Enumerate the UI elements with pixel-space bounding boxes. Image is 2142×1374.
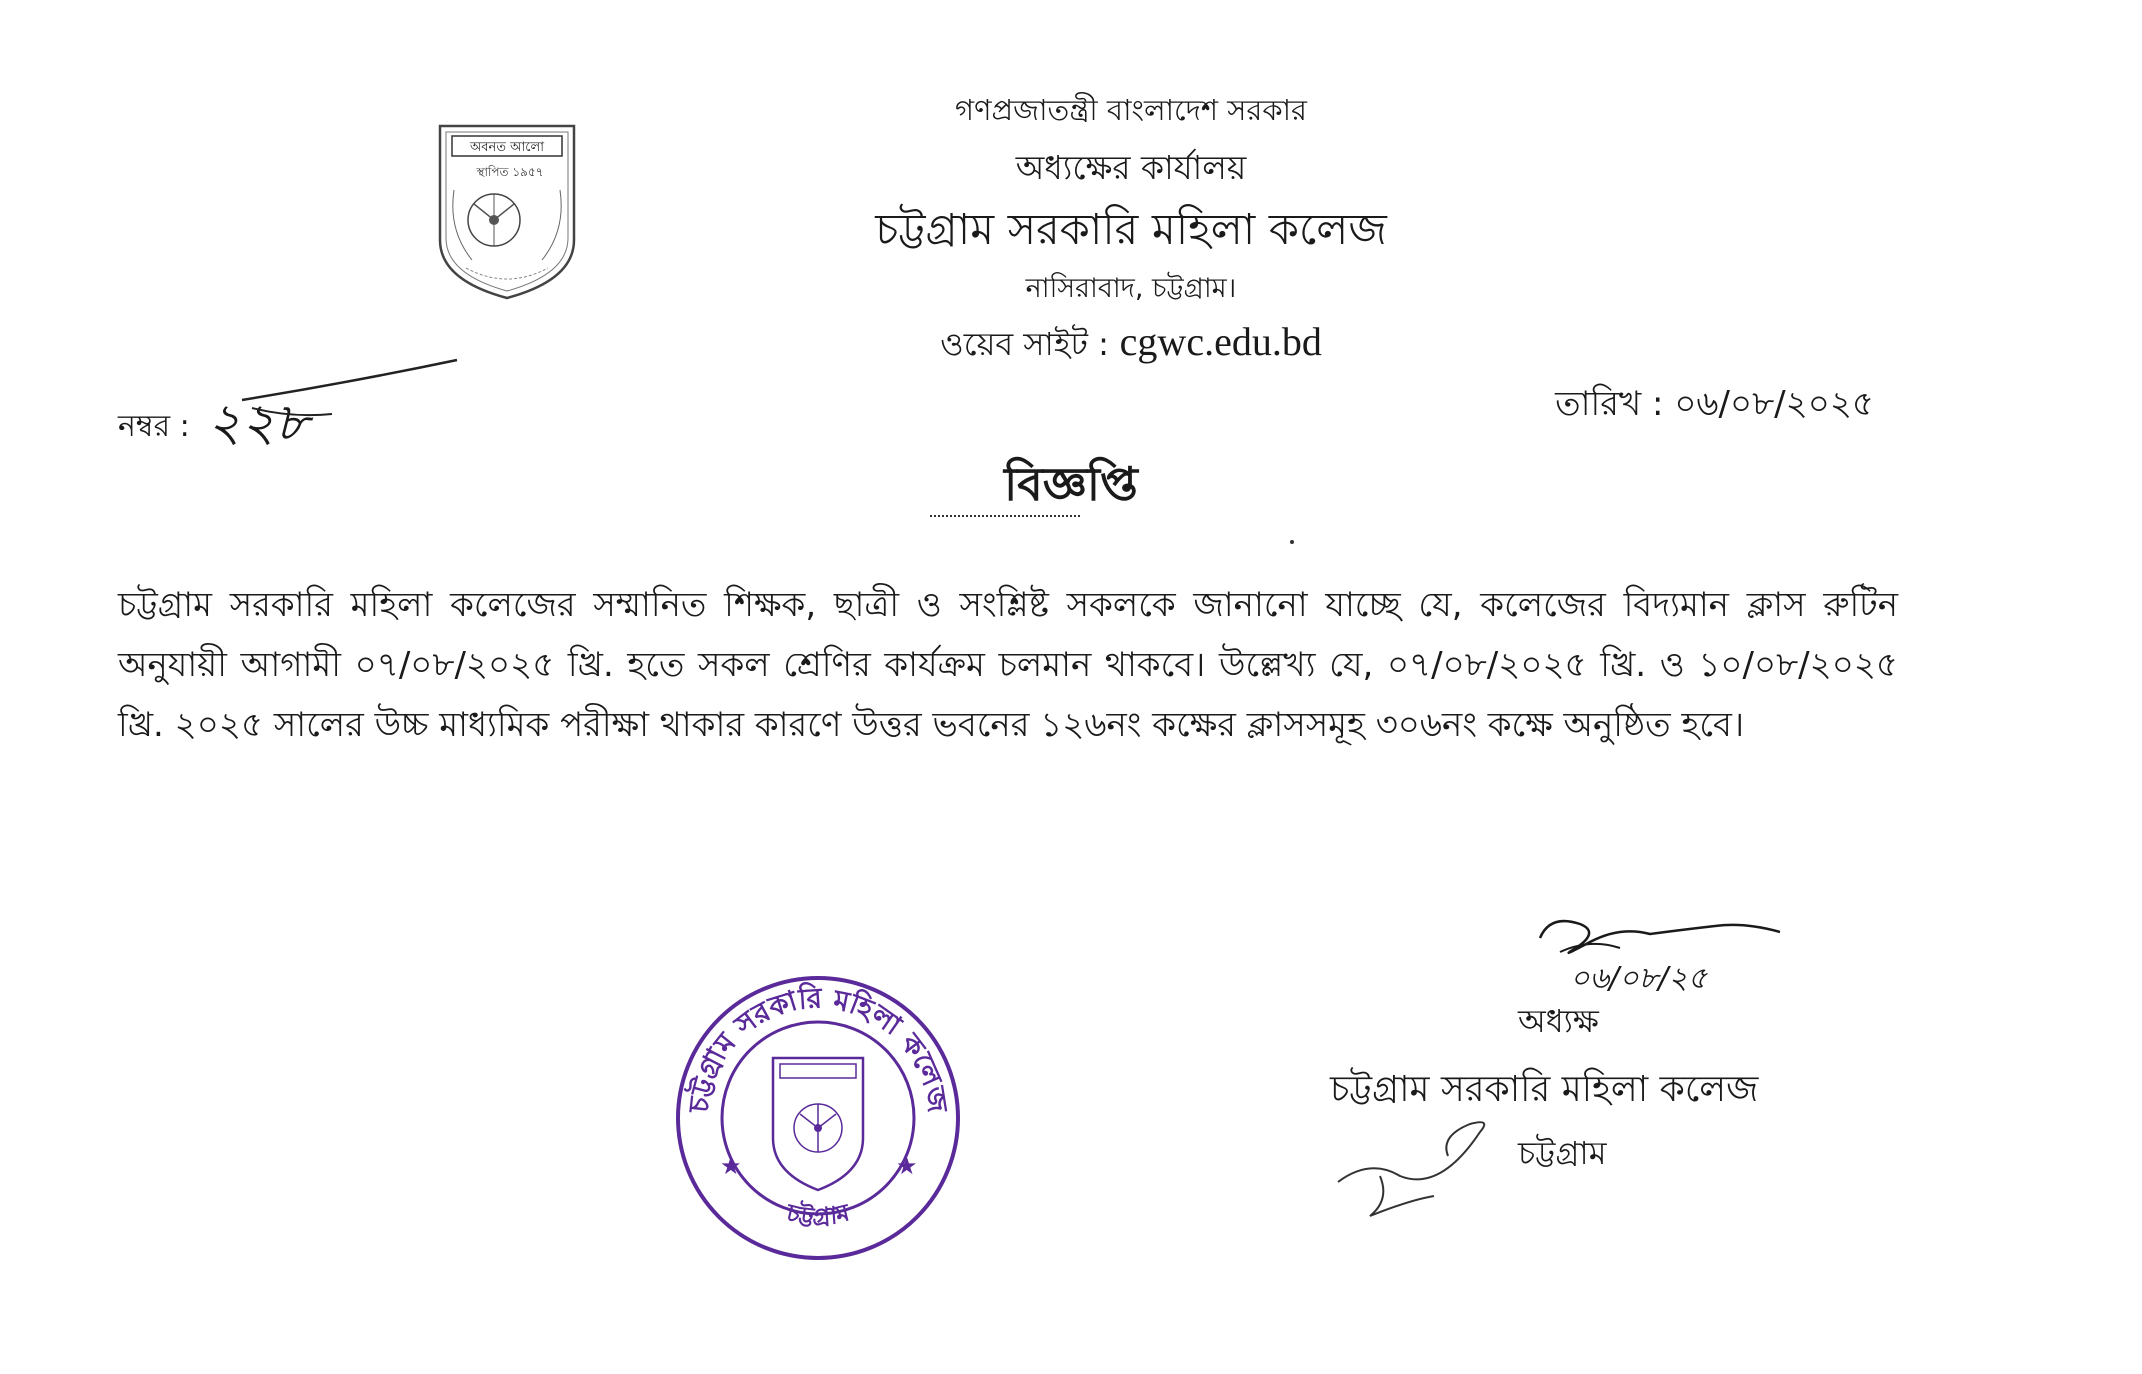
seal-star-left-icon: ★ (720, 1152, 742, 1180)
reference-underline-scribble (232, 352, 462, 422)
signatory-college: চট্টগ্রাম সরকারি মহিলা কলেজ (1330, 1069, 1759, 1110)
reference-value: ২২৮ (207, 393, 309, 453)
svg-text:চট্টগ্রাম (783, 1198, 854, 1231)
signatory-title: অধ্যক্ষ (1518, 1002, 1599, 1040)
principal-signature (1530, 908, 1790, 1000)
stray-dot (1290, 540, 1294, 544)
title-underline (930, 512, 1080, 517)
seal-bottom-text: চট্টগ্রাম (783, 1198, 853, 1232)
notice-body: চট্টগ্রাম সরকারি মহিলা কলেজের সম্মানিত শিক্ষক, ছাত্রী ও সংশ্লিষ্ট সকলকে জানানো যাচ্ছে যে, কলেজের বিদ্যমান ক্লাস রুটিন অনুযায়ী আগামী ০৭/০৮/২০২৫ খ্রি. হতে সকল শ্রেণির কার্যক্রম চলমান থাকবে। উল্লেখ্য যে, ০৭/০৮/২০২৫ খ্রি. ও ১০/০৮/২০২৫ খ্রি. ২০২৫ সালের উচ্চ মাধ্যমিক পরীক্ষা থাকার কারণে উত্তর ভবনের ১২৬নং কক্ষের ক্লাসসমূহ ৩০৬নং কক্ষে অনুষ্ঠিত হবে। (118, 585, 1898, 745)
svg-text:চট্টগ্রাম সরকারি মহিলা কলেজ (682, 980, 955, 1115)
notice-date (1555, 378, 1874, 435)
signature-date: ০৬/০৮/২৫ (1570, 961, 1708, 996)
college-address: নাসিরাবাদ, চট্টগ্রাম। (1025, 273, 1237, 304)
date-value: ০৬/০৮/২০২৫ (1674, 384, 1874, 424)
official-seal (668, 968, 968, 1268)
seal-star-right-icon: ★ (896, 1152, 918, 1180)
logo-established-text: স্থাপিত ১৯৫৭ (476, 165, 544, 179)
notice-title: বিজ্ঞপ্তি (1004, 457, 1138, 511)
seal-ring-text: চট্টগ্রাম সরকারি মহিলা কলেজ (681, 981, 955, 1115)
reference-label: নম্বর : (118, 409, 190, 444)
date-label: তারিখ : (1555, 384, 1664, 424)
government-name: গণপ্রজাতন্ত্রী বাংলাদেশ সরকার (954, 93, 1308, 127)
signatory-city: চট্টগ্রাম (1518, 1134, 1607, 1172)
college-name: চট্টগ্রাম সরকারি মহিলা কলেজ (875, 205, 1387, 255)
initial-signature (1330, 1110, 1500, 1220)
logo-banner-text: অবনত আলো (470, 140, 544, 155)
website-label: ওয়েব সাইট : (940, 325, 1109, 363)
website-url[interactable]: cgwc.edu.bd (1119, 319, 1322, 364)
office-name: অধ্যক্ষের কার্যালয় (1015, 148, 1247, 187)
